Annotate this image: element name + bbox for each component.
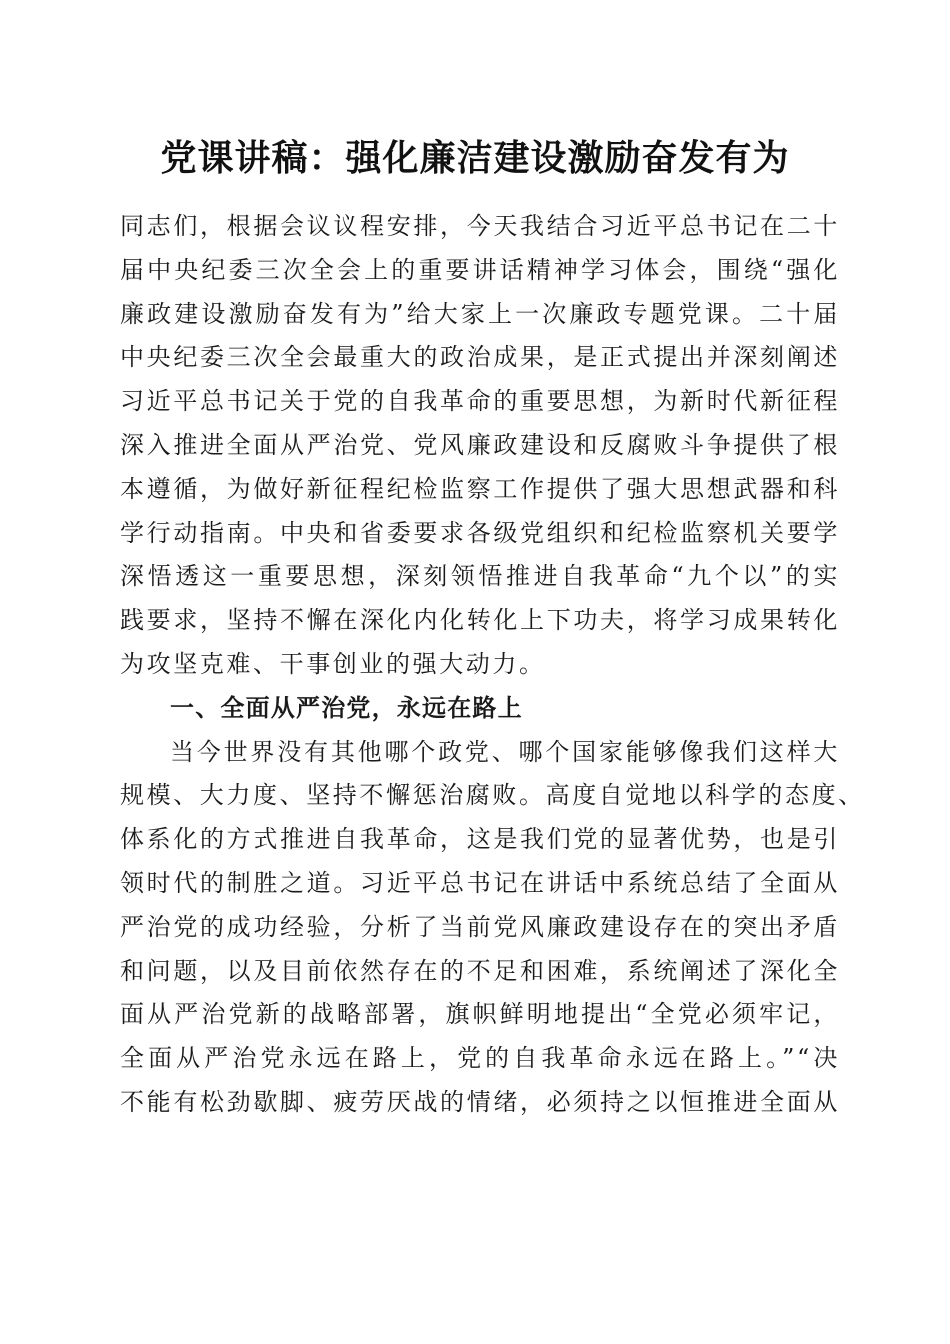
text-line: 为攻坚克难、干事创业的强大动力。 xyxy=(120,649,546,678)
text-line: 和问题，以及目前依然存在的不足和困难，系统阐述了深化全 xyxy=(120,956,840,985)
text-line: 领时代的制胜之道。习近平总书记在讲话中系统总结了全面从 xyxy=(120,868,840,897)
text-line: 不能有松劲歇脚、疲劳厌战的情绪，必须持之以恒推进全面从 xyxy=(120,1087,840,1116)
intro-paragraph xyxy=(120,205,865,1125)
text-line: 当今世界没有其他哪个政党、哪个国家能够像我们这样大 xyxy=(170,737,840,766)
text-line: 面从严治党新的战略部署，旗帜鲜明地提出“全党必须牢记， xyxy=(120,1000,840,1029)
text-line: 本遵循，为做好新征程纪检监察工作提供了强大思想武器和科 xyxy=(120,474,840,503)
text-line: 习近平总书记关于党的自我革命的重要思想，为新时代新征程 xyxy=(120,387,840,416)
section-heading: 一、全面从严治党，永远在路上 xyxy=(170,693,523,722)
text-line: 规模、大力度、坚持不懈惩治腐败。高度自觉地以科学的态度、 xyxy=(120,781,865,810)
text-line: 全面从严治党永远在路上，党的自我革命永远在路上。”“决 xyxy=(120,1044,840,1073)
text-line: 体系化的方式推进自我革命，这是我们党的显著优势，也是引 xyxy=(120,825,840,854)
text-line: 严治党的成功经验，分析了当前党风廉政建设存在的突出矛盾 xyxy=(120,912,840,941)
text-line: 中央纪委三次全会最重大的政治成果，是正式提出并深刻阐述 xyxy=(120,343,840,372)
text-line: 届中央纪委三次全会上的重要讲话精神学习体会，围绕“强化 xyxy=(120,255,840,284)
text-line: 深悟透这一重要思想，深刻领悟推进自我革命“九个以”的实 xyxy=(120,562,840,591)
text-line: 深入推进全面从严治党、党风廉政建设和反腐败斗争提供了根 xyxy=(120,430,840,459)
text-line: 廉政建设激励奋发有为”给大家上一次廉政专题党课。二十届 xyxy=(120,299,840,328)
text-line: 学行动指南。中央和省委要求各级党组织和纪检监察机关要学 xyxy=(120,518,840,547)
document-title: 党课讲稿：强化廉洁建设激励奋发有为 xyxy=(160,137,790,179)
text-line: 践要求，坚持不懈在深化内化转化上下功夫，将学习成果转化 xyxy=(120,606,840,635)
text-line: 同志们，根据会议议程安排，今天我结合习近平总书记在二十 xyxy=(120,212,840,240)
